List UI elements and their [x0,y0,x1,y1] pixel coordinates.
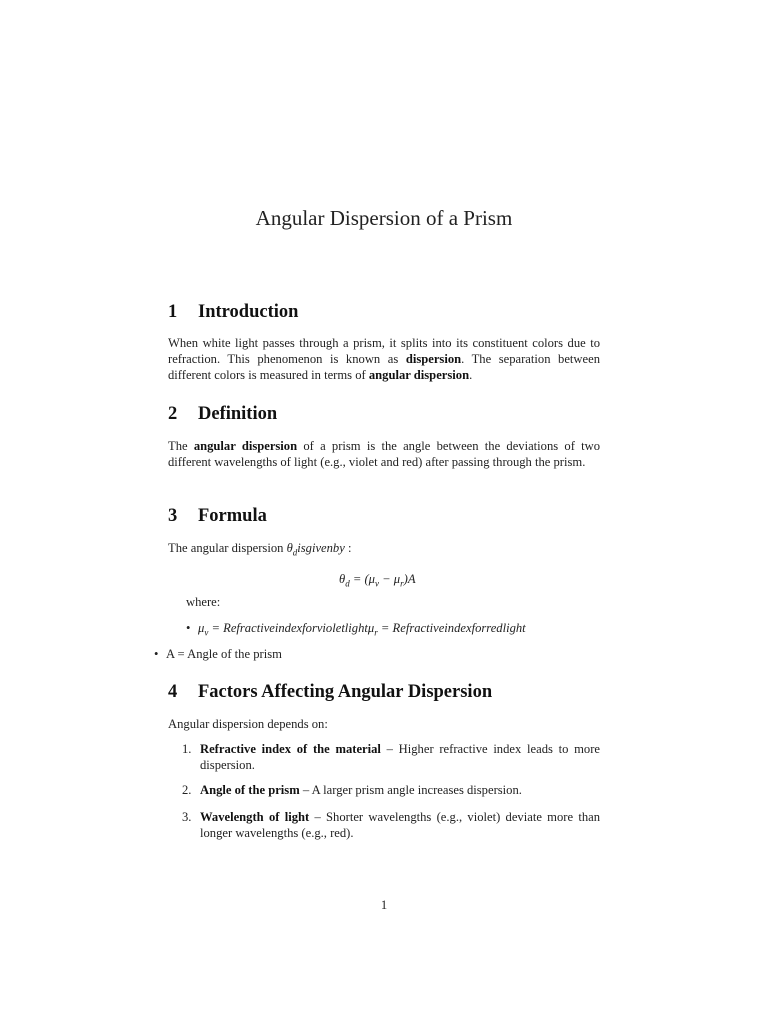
math-theta: θ [339,572,346,586]
math-subscript: r [374,627,378,638]
math-subscript: v [375,578,379,589]
text-run: The [168,439,194,453]
section-heading-definition [168,404,277,425]
section-number: 2 [168,404,178,424]
bold-term-angular-dispersion: angular dispersion [193,439,298,453]
list-item [200,782,600,798]
list-item-term: Angle of the prism [200,783,300,797]
text-run: . [469,368,473,382]
bold-term-dispersion: dispersion [405,352,462,366]
list-item-number: 3. [182,810,192,824]
section-heading-formula [168,506,267,527]
text-run: The angular dispersion [168,541,287,555]
display-equation [339,571,416,592]
section-title: Factors Affecting Angular Dispersion [198,682,493,702]
math-run: isgivenby [297,541,345,555]
list-item-text: – Higher refractive index leads to more dispersion. [200,742,600,772]
text-run: When white light passes through a prism, it splits into its constituent colors due to refraction. This phenomenon is known as [168,336,600,366]
list-item-term: Refractive index of the material [200,742,381,756]
math-theta: θ [286,541,293,555]
math-subscript: d [345,578,350,589]
section-heading-introduction [168,302,298,323]
definition-paragraph [168,438,600,470]
list-item-text: – A larger prism angle increases dispersion. [299,783,522,797]
math-subscript: d [292,547,298,558]
math-run: − μ [379,572,401,586]
section-title: Definition [198,404,278,424]
section-number: 4 [168,682,178,702]
list-item-number: 1. [182,742,192,756]
formula-bullet-2 [154,646,282,662]
math-run: = (μ [349,572,375,586]
section-heading-factors [168,682,492,703]
bullet-marker: • [186,621,191,635]
math-subscript: r [400,578,404,589]
text-run: : [344,541,352,555]
section-title: Introduction [198,302,299,322]
text-run: . The separation between different colors is measured in terms of [168,352,601,382]
math-run: )A [403,572,416,586]
formula-lead-text [168,540,351,561]
list-item-term: Wavelength of light [200,810,310,824]
list-item [200,741,600,773]
section-title: Formula [198,506,267,526]
introduction-paragraph [168,335,600,383]
bullet-marker: • [154,647,159,661]
math-run: = Refractiveindexforvioletlightμ [208,621,375,635]
page-number: 1 [380,898,388,912]
list-item-number: 2. [182,783,192,797]
bold-term-angular-dispersion: angular dispersion [368,368,470,382]
math-mu: μ [198,621,205,635]
math-run: = Refractiveindexforredlight [377,621,526,635]
math-subscript: v [204,627,209,638]
section-number: 1 [168,302,178,322]
document-title: Angular Dispersion of a Prism [255,206,513,230]
text-run: of a prism is the angle between the deviations of two different wavelengths of light (e.g., violet and red) after passing through the prism. [168,439,601,469]
text-run: A = Angle of the prism [166,647,282,661]
formula-bullet-1 [186,620,526,641]
list-item [200,809,600,841]
section-number: 3 [168,506,178,526]
factors-lead-text: Angular dispersion depends on: [168,717,328,731]
list-item-text: – Shorter wavelengths (e.g., violet) deviate more than longer wavelengths (e.g., red). [200,810,601,840]
where-label: where: [186,595,221,609]
